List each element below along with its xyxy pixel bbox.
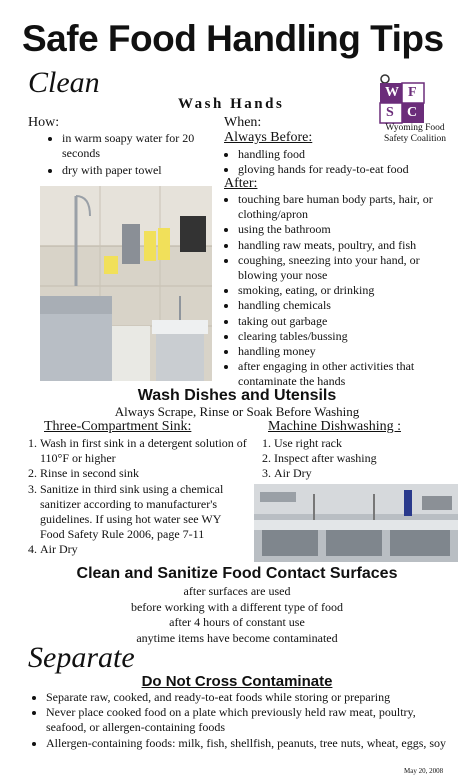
list-item: 3. Air Dry (274, 466, 456, 481)
wash-hands-heading: Wash Hands (178, 96, 285, 112)
list-item: • clearing tables/bussing (238, 329, 450, 344)
always-before-list (218, 147, 458, 177)
list-item: 1. Use right rack (274, 436, 456, 451)
after-label: After: (224, 176, 258, 191)
machine-dishwashing-label: Machine Dishwashing : (268, 419, 401, 434)
separate-subheading: Do Not Cross Contaminate (141, 673, 333, 690)
list-item: • handling food (238, 147, 458, 162)
logo-letter-w: W (385, 85, 399, 100)
list-item: • handling money (238, 344, 450, 359)
separate-heading: Separate (28, 641, 135, 674)
list-item: • dry with paper towel (62, 163, 202, 178)
list-item: 3. Sanitize in third sink using a chemical sanitizer according to manufacturer's guidelines. If using hot water see WY Food Safety Rule 2006, page 7-11 (40, 482, 248, 543)
list-item: • touching bare human body parts, hair, or clothing/apron (238, 192, 450, 222)
handwash-sink-photo (40, 186, 212, 381)
three-compartment-label: Three-Compartment Sink: (44, 419, 192, 434)
list-item: • handling chemicals (238, 298, 450, 313)
sanitize-heading: Clean and Sanitize Food Contact Surfaces (76, 565, 398, 582)
logo-letter-c: C (407, 105, 418, 120)
list-item: • gloving hands for ready-to-eat food (238, 162, 458, 177)
list-item: • after engaging in other activities that contaminate the hands (238, 359, 450, 389)
list-item: 2. Rinse in second sink (40, 466, 248, 481)
list-item: • Never place cooked food on a plate which previously held raw meat, poultry, seafood, or allergen-containing foods (46, 705, 456, 735)
sanitize-line: after 4 hours of constant use (169, 615, 305, 629)
list-item: 1. Wash in first sink in a detergent solution of 110°F or higher (40, 436, 248, 466)
dishes-subheading: Always Scrape, Rinse or Soak Before Washing (114, 404, 360, 419)
dishes-heading: Wash Dishes and Utensils (137, 387, 337, 404)
list-item: • Allergen-containing foods: milk, fish, shellfish, peanuts, tree nuts, wheat, eggs, soy (46, 736, 456, 751)
publication-date: May 20, 2008 (404, 767, 444, 775)
sanitize-line: before working with a different type of food (130, 599, 344, 614)
sanitize-line: after surfaces are used (183, 584, 291, 598)
list-item: • using the bathroom (238, 222, 450, 237)
clean-heading: Clean (28, 66, 100, 99)
logo-caption (360, 123, 470, 145)
list-item: • taking out garbage (238, 314, 450, 329)
how-label: How: (28, 115, 60, 130)
list-item: 4. Air Dry (40, 542, 248, 557)
page-title: Safe Food Handling Tips (22, 18, 444, 59)
list-item: • Separate raw, cooked, and ready-to-eat foods while storing or preparing (46, 690, 456, 705)
always-before-label: Always Before: (224, 130, 313, 145)
three-compartment-sink-photo (254, 484, 458, 562)
logo-letter-f: F (408, 85, 417, 100)
sanitize-lines (0, 584, 474, 646)
list-item: • handling raw meats, poultry, and fish (238, 238, 450, 253)
when-label: When: (224, 115, 262, 130)
three-compartment-list (22, 436, 248, 558)
after-list (218, 192, 450, 390)
logo-caption-line2: Safety Coalition (383, 134, 446, 144)
logo-letter-s: S (386, 105, 394, 120)
logo-caption-line1: Wyoming Food (385, 123, 445, 133)
how-list (42, 131, 202, 179)
list-item: • coughing, sneezing into your hand, or blowing your nose (238, 253, 450, 283)
list-item: • in warm soapy water for 20 seconds (62, 131, 202, 161)
sanitize-line: anytime items have become contaminated (136, 630, 338, 645)
separate-list (26, 690, 456, 751)
list-item: • smoking, eating, or drinking (238, 283, 450, 298)
list-item: 2. Inspect after washing (274, 451, 456, 466)
machine-dishwashing-list (256, 436, 456, 482)
